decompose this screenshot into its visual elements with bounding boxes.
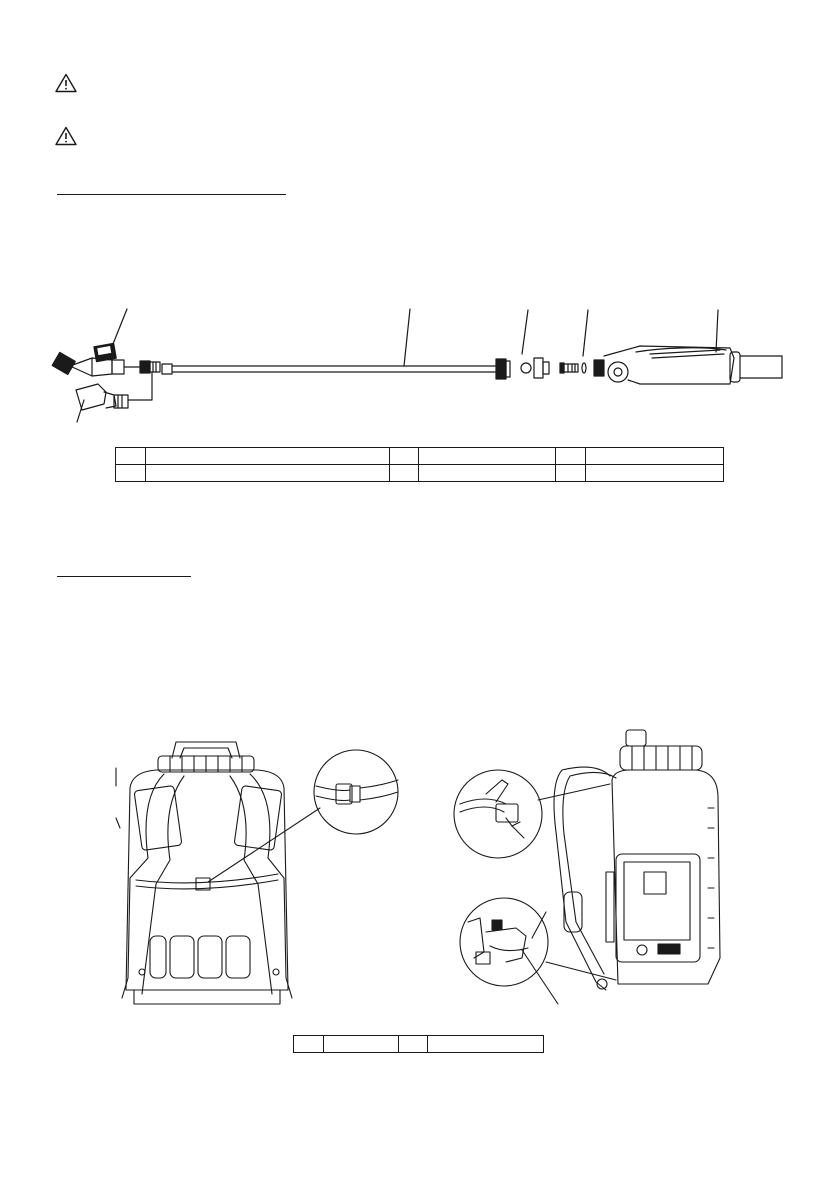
wand-assembly-figure <box>40 300 800 430</box>
table-cell <box>556 465 586 482</box>
table-cell <box>586 448 724 465</box>
table-cell <box>145 448 389 465</box>
backpack-rear-figure <box>100 728 420 1018</box>
section-heading-rule <box>57 194 286 195</box>
table-cell <box>389 448 419 465</box>
parts-table <box>293 1035 544 1053</box>
table-cell <box>428 1036 544 1053</box>
table-cell <box>556 448 586 465</box>
table-row <box>294 1036 544 1053</box>
table-cell <box>419 448 556 465</box>
table-cell <box>294 1036 324 1053</box>
warning-triangle-icon <box>55 126 77 146</box>
backpack-side-figure <box>446 722 746 1022</box>
table-cell <box>323 1036 398 1053</box>
table-cell <box>116 465 146 482</box>
warning-triangle-icon <box>55 73 77 93</box>
table-cell <box>586 465 724 482</box>
table-cell <box>419 465 556 482</box>
section-heading-rule <box>57 576 191 577</box>
table-cell <box>145 465 389 482</box>
table-row <box>116 448 724 465</box>
table-row <box>116 465 724 482</box>
table-cell <box>116 448 146 465</box>
parts-table <box>115 447 724 482</box>
table-cell <box>398 1036 428 1053</box>
table-cell <box>389 465 419 482</box>
